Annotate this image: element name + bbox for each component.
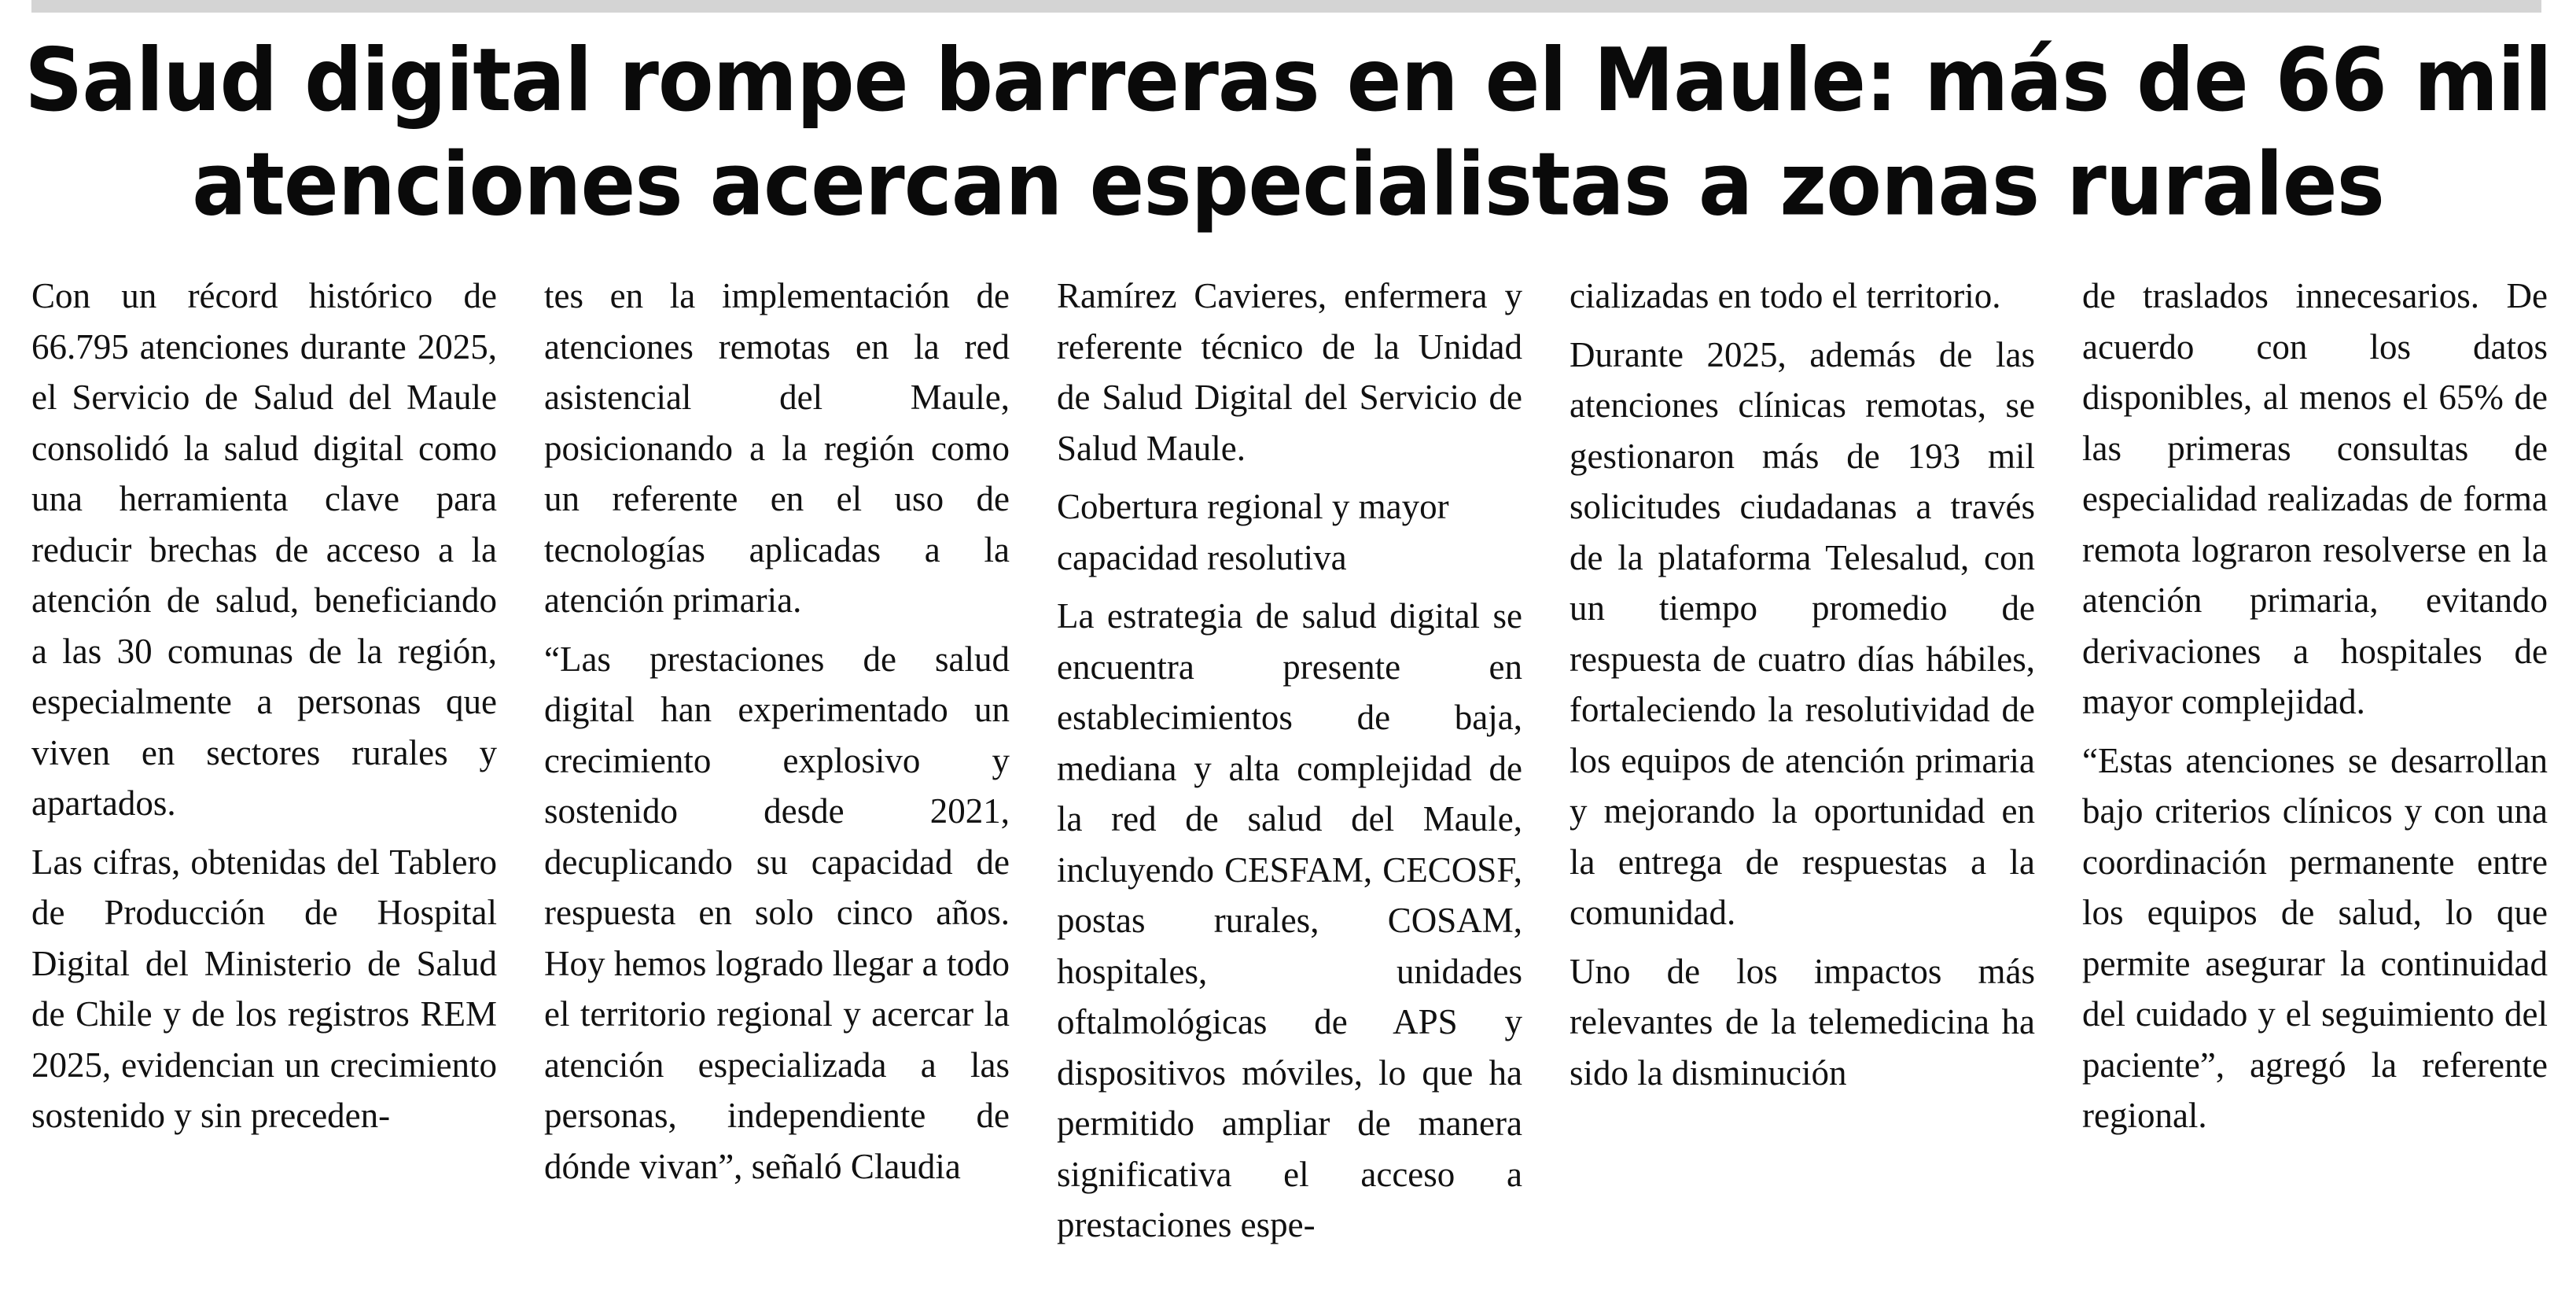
body-paragraph: de traslados innecesarios. De acuerdo con los datos disponibles, al menos el 65% de las primeras consultas de especialidad realizadas de forma remota lograron resolverse en la atención primaria, evitando derivaciones a hospitales de mayor complejidad. <box>2082 276 2548 721</box>
quote-paragraph: “Estas atenciones se desarrollan bajo criterios clínicos y con una coordinación permanente entre los equipos de salud, lo que permite asegurar la continuidad del cuidado y el seguimiento del paciente”, agregó la referente regional. <box>2082 740 2548 1135</box>
top-divider-rule <box>31 0 2541 13</box>
quote-paragraph: “Las prestaciones de salud digital han experimentado un crecimiento explosivo y sostenido desde 2021, decuplicando su capacidad de respuesta en solo cinco años. Hoy hemos logrado llegar a todo el territorio regional y acercar la atención especializada a las personas, independiente de dónde vivan”, señaló Claudia <box>544 639 1010 1186</box>
headline-line-1: Salud digital rompe barreras en el Maule: más de 66 mil <box>24 30 2552 131</box>
article-column-4 <box>1570 271 2035 1277</box>
body-paragraph: Uno de los impactos más relevantes de la telemedicina ha sido la disminución <box>1570 951 2035 1093</box>
body-paragraph: La estrategia de salud digital se encuentra presente en establecimientos de baja, mediana y alta complejidad de la red de salud del Maule, incluyendo CESFAM, CECOSF, postas rurales, COSAM, hospitales, unidades oftalmológicas de APS y dispositivos móviles, lo que ha permitido ampliar de manera significativa el acceso a prestaciones espe- <box>1057 596 1522 1244</box>
body-paragraph: tes en la implementación de atenciones remotas en la red asistencial del Maule, posicionando a la región como un referente en el uso de tecnologías aplicadas a la atención primaria. <box>544 276 1010 620</box>
article-column-2 <box>544 271 1010 1277</box>
article-body <box>31 271 2548 1277</box>
article-column-5 <box>2082 271 2548 1277</box>
article-column-3 <box>1057 271 1522 1277</box>
article-column-1 <box>31 271 497 1277</box>
body-paragraph: Con un récord histórico de 66.795 atenciones durante 2025, el Servicio de Salud del Maule consolidó la salud digital como una herramienta clave para reducir brechas de acceso a la atención de salud, beneficiando a las 30 comunas de la región, especialmente a personas que viven en sectores rurales y apartados. <box>31 276 497 823</box>
body-paragraph: Ramírez Cavieres, enfermera y referente técnico de la Unidad de Salud Digital del Servicio de Salud Maule. <box>1057 276 1522 468</box>
headline-line-2: atenciones acercan especialistas a zonas rurales <box>192 134 2384 236</box>
section-subheading: Cobertura regional y mayor capacidad resolutiva <box>1057 487 1449 577</box>
body-paragraph: Las cifras, obtenidas del Tablero de Producción de Hospital Digital del Ministerio de Salud de Chile y de los registros REM 2025, evidencian un crecimiento sostenido y sin preceden- <box>31 842 497 1135</box>
article-headline <box>24 28 2552 237</box>
body-paragraph: cializadas en todo el territorio. <box>1570 276 2001 315</box>
body-paragraph: Durante 2025, además de las atenciones clínicas remotas, se gestionaron más de 193 mil solicitudes ciudadanas a través de la plataforma Telesalud, con un tiempo promedio de respuesta de cuatro días hábiles, fortaleciendo la resolutividad de los equipos de atención primaria y mejorando la oportunidad en la entrega de respuestas a la comunidad. <box>1570 334 2035 932</box>
